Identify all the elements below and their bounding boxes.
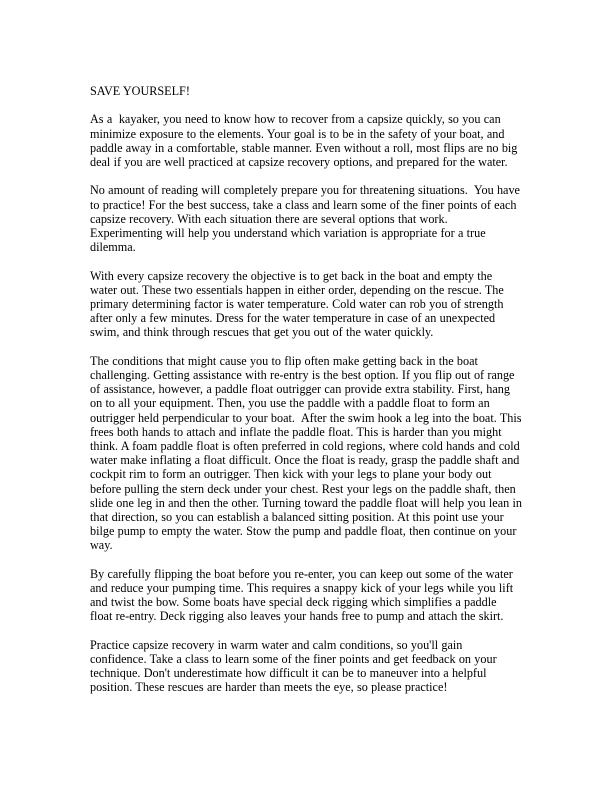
paragraph-6: Practice capsize recovery in warm water and calm conditions, so you'll gain confidence. Take a class to learn some of the finer points and get feedback on your technique. Don't underestimate how difficult it can be to maneuver into a helpful position. These rescues are harder than meets the eye, so please practice!: [90, 637, 500, 695]
paragraph-4: The conditions that might cause you to flip often make getting back in the boat challenging. Getting assistance with re-entry is the best option. If you flip out of range of assistance, however, a paddle float outrigger can provide extra stability. First, hang on to all your equipment. Then, you use the paddle with a paddle float to form an outrigger held perpendicular to your boat. After the swim hook a leg into the boat. This frees both hands to attach and inflate the paddle float. This is harder than you might think. A foam paddle float is often preferred in cold regions, where cold hands and cold water make inflating a float difficult. Once the float is ready, grasp the paddle shaft and cockpit rim to form an outrigger. Then kick with your legs to plane your body out before pulling the stern deck under your chest. Rest your legs on the paddle shaft, then slide one leg in and then the other. Turning toward the paddle float will help you lean in that direction, so you can establish a balanced sitting position. At this point use your bilge pump to empty the water. Stow the pump and paddle float, then continue on your way.: [90, 353, 526, 553]
paragraph-3: With every capsize recovery the objective is to get back in the boat and empty the water out. These two essentials happen in either order, depending on the rescue. The primary determining factor is water temperature. Cold water can rob you of strength after only a few minutes. Dress for the water temperature in case of an unexpected swim, and think through rescues that get you out of the water quickly.: [90, 268, 508, 340]
paragraph-2: No amount of reading will completely prepare you for threatening situations. You have to practice! For the best success, take a class and learn some of the finer points of each capsize recovery. With each situation there are several options that work. Experimenting will help you understand which variation is appropriate for a true dilemma.: [90, 183, 524, 255]
paragraph-1: As a kayaker, you need to know how to recover from a capsize quickly, so you can minimize exposure to the elements. Your goal is to be in the safety of your boat, and paddle away in a comfortable, stable manner. Even without a roll, most flips are no big deal if you are well practiced at capsize recovery options, and prepared for the water.: [90, 112, 521, 169]
paragraph-5: By carefully flipping the boat before you re-enter, you can keep out some of the water and reduce your pumping time. This requires a snappy kick of your legs while you lift and twist the bow. Some boats have special deck rigging which simplifies a paddle float re-entry. Deck rigging also leaves your hands free to pump and attach the skirt.: [90, 566, 517, 624]
document-title: SAVE YOURSELF!: [90, 84, 190, 98]
